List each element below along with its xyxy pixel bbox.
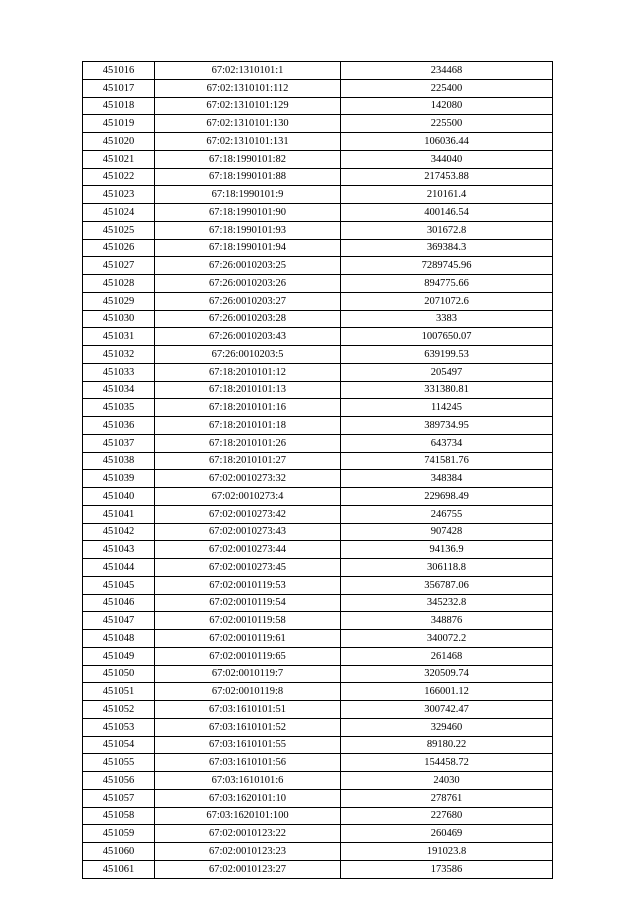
value-cell: 225500 [341,115,553,133]
cadastral-number-cell: 67:18:1990101:93 [155,221,341,239]
cadastral-number-cell: 67:18:2010101:26 [155,434,341,452]
row-number-cell: 451028 [83,275,155,293]
value-cell: 300742.47 [341,701,553,719]
table-row [83,310,553,328]
table-row [83,168,553,186]
cadastral-number-cell: 67:18:1990101:82 [155,150,341,168]
row-number-cell: 451055 [83,754,155,772]
row-number-cell: 451053 [83,718,155,736]
cadastral-number-cell: 67:02:0010119:53 [155,576,341,594]
cadastral-number-cell: 67:18:1990101:9 [155,186,341,204]
cadastral-number-cell: 67:26:0010203:27 [155,292,341,310]
row-number-cell: 451025 [83,221,155,239]
cadastral-number-cell: 67:02:0010273:32 [155,470,341,488]
value-cell: 94136.9 [341,541,553,559]
cadastral-number-cell: 67:26:0010203:43 [155,328,341,346]
value-cell: 301672.8 [341,221,553,239]
cadastral-number-cell: 67:02:0010119:65 [155,647,341,665]
row-number-cell: 451022 [83,168,155,186]
cadastral-number-cell: 67:18:1990101:94 [155,239,341,257]
row-number-cell: 451060 [83,843,155,861]
row-number-cell: 451058 [83,807,155,825]
row-number-cell: 451020 [83,133,155,151]
cadastral-number-cell: 67:02:1310101:1 [155,62,341,80]
value-cell: 261468 [341,647,553,665]
row-number-cell: 451059 [83,825,155,843]
value-cell: 210161.4 [341,186,553,204]
value-cell: 234468 [341,62,553,80]
value-cell: 894775.66 [341,275,553,293]
table-row [83,133,553,151]
table-row [83,363,553,381]
row-number-cell: 451047 [83,612,155,630]
row-number-cell: 451052 [83,701,155,719]
cadastral-number-cell: 67:03:1620101:10 [155,789,341,807]
cadastral-number-cell: 67:02:0010273:42 [155,505,341,523]
row-number-cell: 451061 [83,860,155,878]
cadastral-number-cell: 67:18:2010101:12 [155,363,341,381]
table-row [83,647,553,665]
cadastral-number-cell: 67:18:2010101:27 [155,452,341,470]
table-row [83,807,553,825]
row-number-cell: 451021 [83,150,155,168]
value-cell: 2071072.6 [341,292,553,310]
cadastral-number-cell: 67:02:0010119:7 [155,665,341,683]
row-number-cell: 451048 [83,630,155,648]
table-row [83,612,553,630]
cadastral-number-cell: 67:26:0010203:28 [155,310,341,328]
row-number-cell: 451041 [83,505,155,523]
row-number-cell: 451040 [83,488,155,506]
value-cell: 191023.8 [341,843,553,861]
value-cell: 114245 [341,399,553,417]
row-number-cell: 451044 [83,559,155,577]
table-row [83,221,553,239]
row-number-cell: 451030 [83,310,155,328]
table-row [83,736,553,754]
cadastral-number-cell: 67:18:1990101:90 [155,204,341,222]
table-row [83,843,553,861]
cadastral-number-cell: 67:26:0010203:5 [155,346,341,364]
cadastral-number-cell: 67:03:1610101:51 [155,701,341,719]
cadastral-number-cell: 67:02:0010123:27 [155,860,341,878]
row-number-cell: 451050 [83,665,155,683]
cadastral-number-cell: 67:02:1310101:129 [155,97,341,115]
value-cell: 344040 [341,150,553,168]
row-number-cell: 451049 [83,647,155,665]
cadastral-number-cell: 67:03:1610101:6 [155,772,341,790]
row-number-cell: 451032 [83,346,155,364]
value-cell: 217453.88 [341,168,553,186]
table-row [83,860,553,878]
cadastral-number-cell: 67:03:1620101:100 [155,807,341,825]
records-table-body [83,62,553,879]
table-row [83,79,553,97]
table-row [83,257,553,275]
value-cell: 7289745.96 [341,257,553,275]
cadastral-number-cell: 67:03:1610101:56 [155,754,341,772]
value-cell: 331380.81 [341,381,553,399]
table-row [83,346,553,364]
value-cell: 345232.8 [341,594,553,612]
value-cell: 173586 [341,860,553,878]
value-cell: 89180.22 [341,736,553,754]
table-row [83,665,553,683]
row-number-cell: 451026 [83,239,155,257]
table-row [83,541,553,559]
table-row [83,576,553,594]
row-number-cell: 451036 [83,417,155,435]
cadastral-number-cell: 67:02:1310101:130 [155,115,341,133]
row-number-cell: 451045 [83,576,155,594]
table-row [83,488,553,506]
value-cell: 166001.12 [341,683,553,701]
table-row [83,754,553,772]
value-cell: 741581.76 [341,452,553,470]
cadastral-number-cell: 67:02:0010273:43 [155,523,341,541]
value-cell: 348876 [341,612,553,630]
value-cell: 142080 [341,97,553,115]
value-cell: 278761 [341,789,553,807]
cadastral-number-cell: 67:02:1310101:112 [155,79,341,97]
row-number-cell: 451037 [83,434,155,452]
value-cell: 205497 [341,363,553,381]
cadastral-number-cell: 67:26:0010203:25 [155,257,341,275]
value-cell: 643734 [341,434,553,452]
row-number-cell: 451056 [83,772,155,790]
cadastral-number-cell: 67:18:2010101:18 [155,417,341,435]
value-cell: 225400 [341,79,553,97]
table-row [83,417,553,435]
table-row [83,62,553,80]
cadastral-number-cell: 67:18:2010101:16 [155,399,341,417]
table-row [83,789,553,807]
value-cell: 1007650.07 [341,328,553,346]
value-cell: 340072.2 [341,630,553,648]
table-row [83,381,553,399]
cadastral-number-cell: 67:02:0010273:45 [155,559,341,577]
row-number-cell: 451023 [83,186,155,204]
row-number-cell: 451029 [83,292,155,310]
cadastral-number-cell: 67:02:0010273:4 [155,488,341,506]
table-row [83,275,553,293]
table-row [83,150,553,168]
cadastral-number-cell: 67:03:1610101:52 [155,718,341,736]
value-cell: 356787.06 [341,576,553,594]
row-number-cell: 451035 [83,399,155,417]
records-table [82,61,553,879]
table-row [83,718,553,736]
table-row [83,559,553,577]
cadastral-number-cell: 67:02:0010119:61 [155,630,341,648]
row-number-cell: 451057 [83,789,155,807]
cadastral-number-cell: 67:02:0010123:22 [155,825,341,843]
table-row [83,683,553,701]
cadastral-number-cell: 67:03:1610101:55 [155,736,341,754]
value-cell: 348384 [341,470,553,488]
value-cell: 260469 [341,825,553,843]
row-number-cell: 451043 [83,541,155,559]
value-cell: 389734.95 [341,417,553,435]
cadastral-number-cell: 67:02:0010123:23 [155,843,341,861]
value-cell: 246755 [341,505,553,523]
table-row [83,470,553,488]
row-number-cell: 451054 [83,736,155,754]
table-row [83,328,553,346]
cadastral-number-cell: 67:02:0010273:44 [155,541,341,559]
table-row [83,292,553,310]
cadastral-number-cell: 67:02:0010119:54 [155,594,341,612]
row-number-cell: 451042 [83,523,155,541]
table-row [83,772,553,790]
cadastral-number-cell: 67:26:0010203:26 [155,275,341,293]
row-number-cell: 451017 [83,79,155,97]
value-cell: 320509.74 [341,665,553,683]
row-number-cell: 451024 [83,204,155,222]
value-cell: 227680 [341,807,553,825]
table-row [83,97,553,115]
row-number-cell: 451046 [83,594,155,612]
table-row [83,204,553,222]
table-row [83,701,553,719]
table-row [83,399,553,417]
value-cell: 639199.53 [341,346,553,364]
row-number-cell: 451033 [83,363,155,381]
table-row [83,452,553,470]
value-cell: 3383 [341,310,553,328]
table-row [83,186,553,204]
value-cell: 24030 [341,772,553,790]
value-cell: 907428 [341,523,553,541]
cadastral-number-cell: 67:18:2010101:13 [155,381,341,399]
row-number-cell: 451019 [83,115,155,133]
value-cell: 154458.72 [341,754,553,772]
cadastral-number-cell: 67:02:1310101:131 [155,133,341,151]
value-cell: 106036.44 [341,133,553,151]
row-number-cell: 451018 [83,97,155,115]
value-cell: 369384.3 [341,239,553,257]
cadastral-number-cell: 67:18:1990101:88 [155,168,341,186]
table-row [83,594,553,612]
cadastral-number-cell: 67:02:0010119:58 [155,612,341,630]
table-row [83,115,553,133]
table-row [83,630,553,648]
row-number-cell: 451034 [83,381,155,399]
table-row [83,825,553,843]
row-number-cell: 451016 [83,62,155,80]
row-number-cell: 451051 [83,683,155,701]
row-number-cell: 451031 [83,328,155,346]
cadastral-number-cell: 67:02:0010119:8 [155,683,341,701]
value-cell: 400146.54 [341,204,553,222]
table-row [83,434,553,452]
table-row [83,505,553,523]
row-number-cell: 451039 [83,470,155,488]
value-cell: 306118.8 [341,559,553,577]
row-number-cell: 451038 [83,452,155,470]
row-number-cell: 451027 [83,257,155,275]
value-cell: 229698.49 [341,488,553,506]
value-cell: 329460 [341,718,553,736]
table-row [83,239,553,257]
table-row [83,523,553,541]
